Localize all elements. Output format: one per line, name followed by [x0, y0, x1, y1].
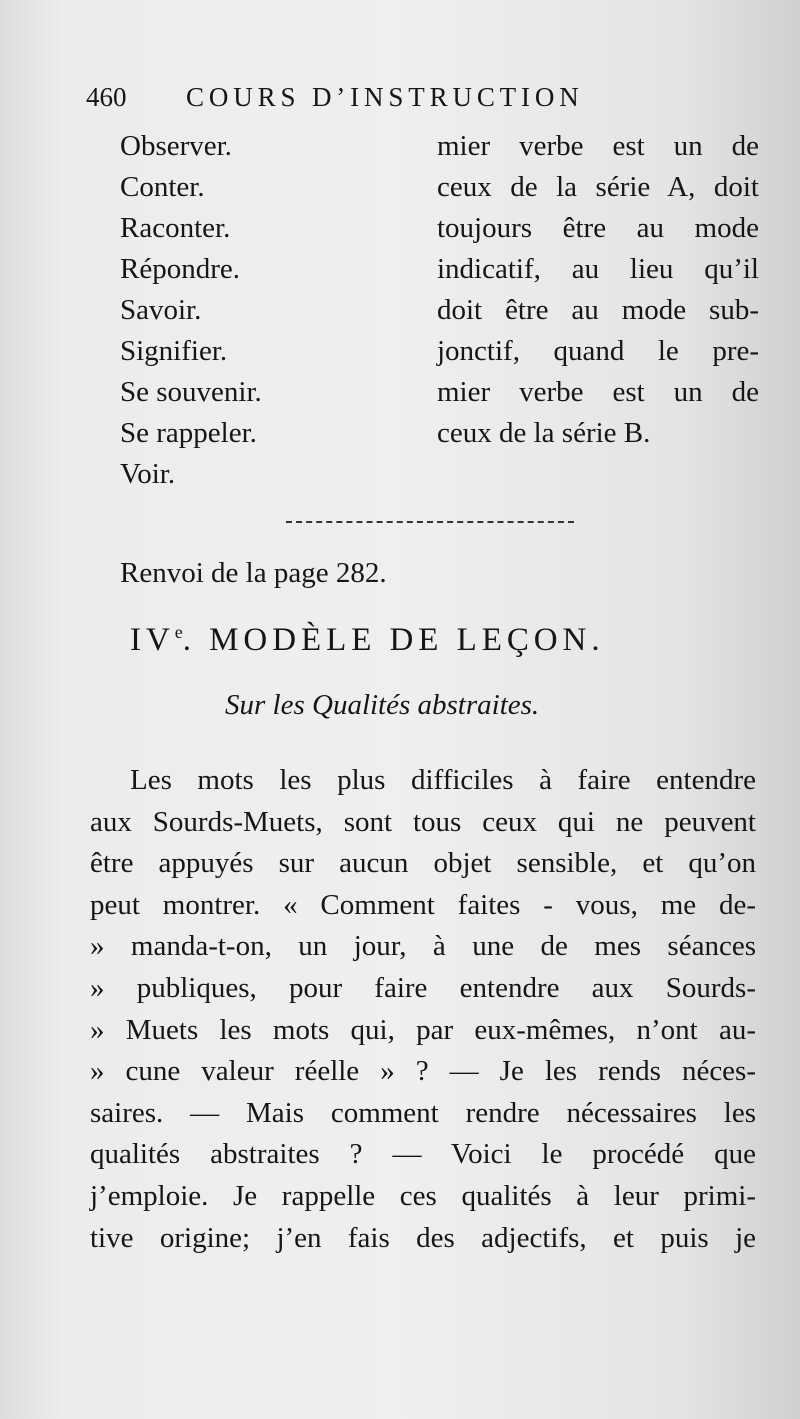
verb-item: Signifier. [120, 335, 228, 367]
verb-item: Voir. [120, 458, 176, 490]
text-line: tive origine; j’en fais des adjectifs, et puis je [90, 1221, 756, 1254]
note-line: mier verbe est un de [437, 130, 759, 162]
section-subtitle: Sur les Qualités abstraites. [225, 689, 540, 721]
page-number: 460 [86, 82, 127, 112]
title-prefix: IV [130, 622, 175, 658]
title-main: . MODÈLE DE LEÇON. [182, 622, 605, 658]
text-line: être appuyés sur aucun objet sensible, et qu’on [90, 847, 756, 880]
note-line: doit être au mode sub- [437, 294, 759, 326]
note-line: ceux de la série A, doit [437, 171, 759, 203]
text-line: » cune valeur réelle » ? — Je les rends néces- [90, 1055, 756, 1088]
section-title [130, 622, 750, 659]
verb-item: Se souvenir. [120, 376, 262, 408]
note-line: indicatif, au lieu qu’il [437, 253, 759, 285]
section-divider [286, 521, 574, 523]
text-line: j’emploie. Je rappelle ces qualités à leur primi- [90, 1179, 756, 1212]
note-column [437, 126, 759, 454]
text-line: qualités abstraites ? — Voici le procédé que [90, 1138, 756, 1171]
note-line: toujours être au mode [437, 212, 759, 244]
text-line: » publiques, pour faire entendre aux Sourds- [90, 971, 756, 1004]
title-superscript: e [174, 622, 183, 642]
verb-item: Répondre. [120, 253, 240, 285]
note-line: mier verbe est un de [437, 376, 759, 408]
verb-item: Savoir. [120, 294, 202, 326]
text-line: peut montrer. « Comment faites - vous, me de- [90, 888, 756, 921]
text-line: saires. — Mais comment rendre nécessaires les [90, 1096, 756, 1129]
verb-item: Conter. [120, 171, 205, 203]
text-line: Les mots les plus difficiles à faire entendre [130, 764, 756, 796]
verb-item: Se rappeler. [120, 417, 257, 449]
note-line: jonctif, quand le pre- [437, 335, 759, 367]
text-line: » manda-t-on, un jour, à une de mes séances [90, 930, 756, 963]
verb-item: Raconter. [120, 212, 231, 244]
verb-list [120, 126, 420, 495]
running-title: COURS D’INSTRUCTION [186, 82, 584, 112]
body-paragraph [90, 760, 756, 1259]
text-line: » Muets les mots qui, par eux-mêmes, n’ont au- [90, 1013, 756, 1046]
running-header [86, 82, 776, 122]
cross-reference: Renvoi de la page 282. [120, 557, 387, 589]
note-line: ceux de la série B. [437, 417, 651, 449]
text-line: aux Sourds-Muets, sont tous ceux qui ne peuvent [90, 805, 756, 838]
verb-item: Observer. [120, 130, 232, 162]
